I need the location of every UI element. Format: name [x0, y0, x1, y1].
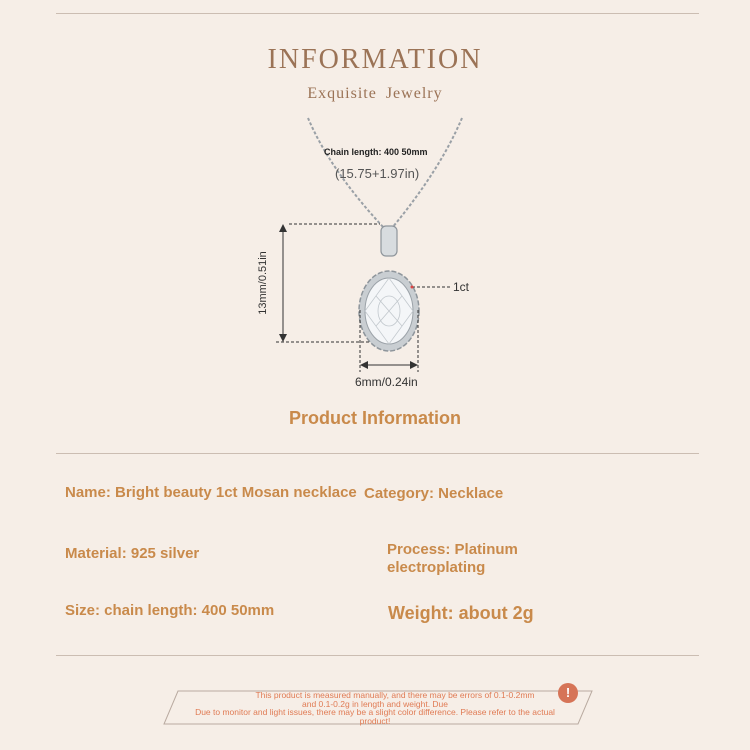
product-material: Material: 925 silver [65, 545, 200, 562]
notice-line-1: This product is measured manually, and there may be errors of 0.1-0.2mm [255, 690, 535, 700]
product-name: Name: Bright beauty 1ct Mosan necklace [65, 484, 357, 501]
product-weight: Weight: about 2g [388, 603, 534, 623]
process-line-2: electroplating [387, 559, 486, 576]
notice-line-2: and 0.1-0.2g in length and weight. Due [301, 699, 449, 709]
width-label: 6mm/0.24in [355, 375, 418, 389]
product-size: Size: chain length: 400 50mm [65, 602, 275, 619]
notice-line-3: Due to monitor and light issues, there may be a slight color difference. Please refer to the actual [195, 707, 555, 717]
page-title: INFORMATION [267, 44, 483, 75]
notice-line-4: product! [359, 716, 391, 726]
chain-length-inches: (15.75+1.97in) [335, 166, 420, 181]
chain-length-label: Chain length: 400 50mm [324, 147, 428, 157]
carat-label: 1ct [453, 280, 470, 294]
process-line-1: Process: Platinum [387, 541, 518, 558]
exclamation-icon: ! [558, 683, 578, 703]
product-category: Category: Necklace [364, 485, 504, 502]
section-title: Product Information [289, 408, 461, 428]
measurement-notice [150, 690, 600, 726]
height-label: 13mm/0.51in [257, 251, 269, 315]
page-subtitle: Exquisite Jewelry [307, 85, 443, 102]
